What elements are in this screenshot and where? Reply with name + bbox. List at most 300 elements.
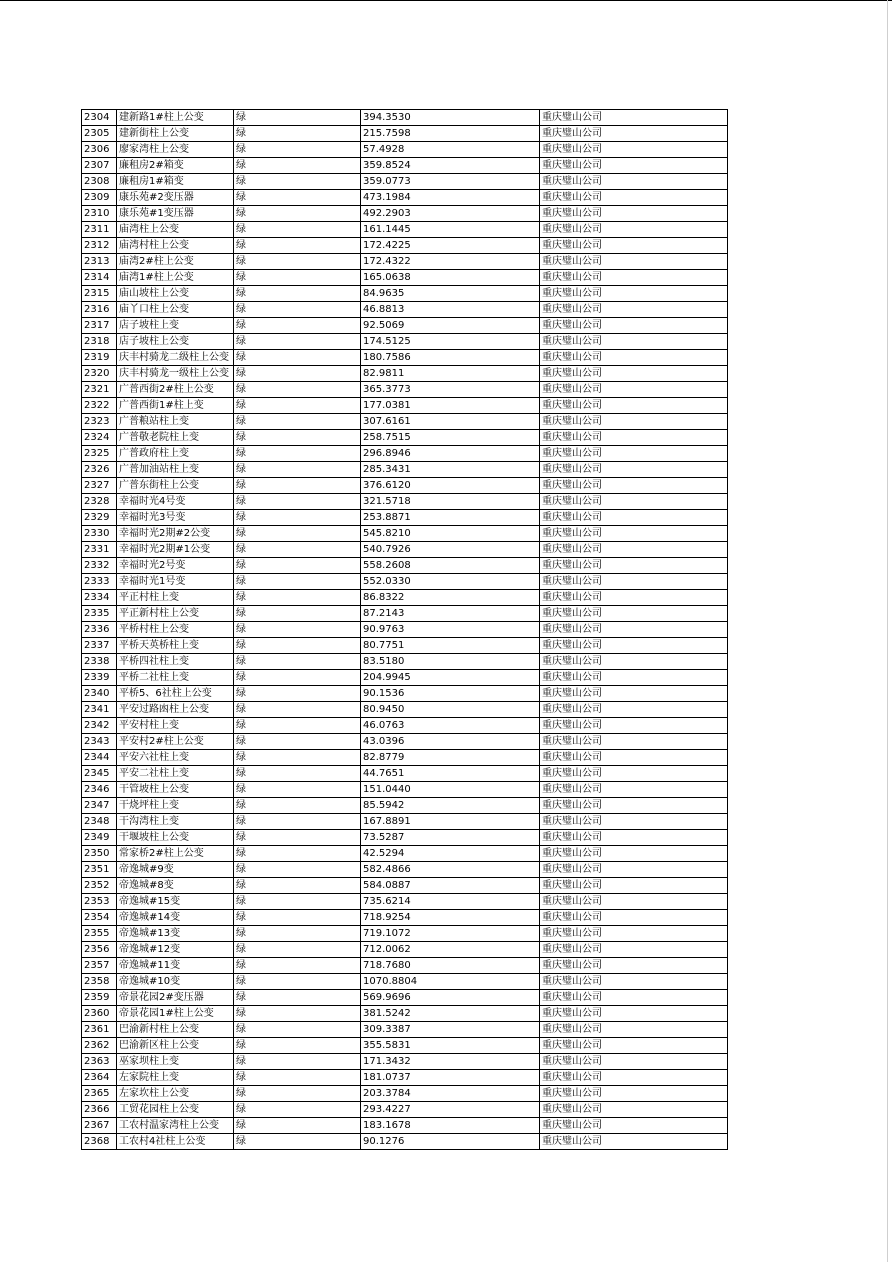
row-name-cell: 帝逸城#10变 xyxy=(117,974,234,990)
row-id-cell: 2363 xyxy=(82,1054,117,1070)
row-status-color-cell: 绿 xyxy=(234,494,361,510)
row-status-color-cell: 绿 xyxy=(234,206,361,222)
row-status-color-cell: 绿 xyxy=(234,830,361,846)
table-row xyxy=(82,142,728,158)
table-row xyxy=(82,974,728,990)
row-company-cell: 重庆璧山公司 xyxy=(540,206,728,222)
table-row xyxy=(82,814,728,830)
row-id-cell: 2341 xyxy=(82,702,117,718)
row-name-cell: 建新街柱上公变 xyxy=(117,126,234,142)
table-row xyxy=(82,862,728,878)
row-status-color-cell: 绿 xyxy=(234,1118,361,1134)
row-id-cell: 2334 xyxy=(82,590,117,606)
row-company-cell: 重庆璧山公司 xyxy=(540,558,728,574)
row-value-cell: 584.0887 xyxy=(361,878,540,894)
row-id-cell: 2344 xyxy=(82,750,117,766)
row-id-cell: 2328 xyxy=(82,494,117,510)
table-row xyxy=(82,606,728,622)
row-id-cell: 2351 xyxy=(82,862,117,878)
row-name-cell: 广普加油站柱上变 xyxy=(117,462,234,478)
row-status-color-cell: 绿 xyxy=(234,718,361,734)
table-row xyxy=(82,702,728,718)
row-id-cell: 2319 xyxy=(82,350,117,366)
table-row xyxy=(82,382,728,398)
table-row xyxy=(82,398,728,414)
table-row xyxy=(82,238,728,254)
row-name-cell: 巫家坝柱上变 xyxy=(117,1054,234,1070)
row-name-cell: 帝景花园1#柱上公变 xyxy=(117,1006,234,1022)
row-id-cell: 2314 xyxy=(82,270,117,286)
row-name-cell: 平桥天英桥柱上变 xyxy=(117,638,234,654)
row-name-cell: 幸福时光2期#1公变 xyxy=(117,542,234,558)
row-name-cell: 平桥二社柱上变 xyxy=(117,670,234,686)
row-value-cell: 80.9450 xyxy=(361,702,540,718)
row-status-color-cell: 绿 xyxy=(234,526,361,542)
row-status-color-cell: 绿 xyxy=(234,638,361,654)
row-company-cell: 重庆璧山公司 xyxy=(540,510,728,526)
row-id-cell: 2309 xyxy=(82,190,117,206)
row-company-cell: 重庆璧山公司 xyxy=(540,190,728,206)
row-status-color-cell: 绿 xyxy=(234,222,361,238)
row-value-cell: 718.9254 xyxy=(361,910,540,926)
row-id-cell: 2336 xyxy=(82,622,117,638)
row-status-color-cell: 绿 xyxy=(234,686,361,702)
row-status-color-cell: 绿 xyxy=(234,126,361,142)
row-id-cell: 2333 xyxy=(82,574,117,590)
row-value-cell: 582.4866 xyxy=(361,862,540,878)
row-company-cell: 重庆璧山公司 xyxy=(540,574,728,590)
table-row xyxy=(82,478,728,494)
row-company-cell: 重庆璧山公司 xyxy=(540,1054,728,1070)
row-id-cell: 2355 xyxy=(82,926,117,942)
row-value-cell: 85.5942 xyxy=(361,798,540,814)
table-row xyxy=(82,1134,728,1150)
row-value-cell: 167.8891 xyxy=(361,814,540,830)
row-name-cell: 店子坡柱上变 xyxy=(117,318,234,334)
row-name-cell: 帝逸城#13变 xyxy=(117,926,234,942)
row-status-color-cell: 绿 xyxy=(234,350,361,366)
row-name-cell: 广普西街1#柱上变 xyxy=(117,398,234,414)
table-row xyxy=(82,574,728,590)
row-status-color-cell: 绿 xyxy=(234,286,361,302)
row-company-cell: 重庆璧山公司 xyxy=(540,910,728,926)
row-status-color-cell: 绿 xyxy=(234,862,361,878)
row-name-cell: 平正新村柱上公变 xyxy=(117,606,234,622)
row-company-cell: 重庆璧山公司 xyxy=(540,174,728,190)
row-status-color-cell: 绿 xyxy=(234,734,361,750)
row-name-cell: 平正村柱上变 xyxy=(117,590,234,606)
row-status-color-cell: 绿 xyxy=(234,846,361,862)
row-status-color-cell: 绿 xyxy=(234,542,361,558)
row-id-cell: 2316 xyxy=(82,302,117,318)
table-row xyxy=(82,750,728,766)
table-row xyxy=(82,110,728,126)
row-value-cell: 258.7515 xyxy=(361,430,540,446)
row-company-cell: 重庆璧山公司 xyxy=(540,798,728,814)
table-row xyxy=(82,878,728,894)
row-value-cell: 473.1984 xyxy=(361,190,540,206)
table-row xyxy=(82,1054,728,1070)
row-status-color-cell: 绿 xyxy=(234,782,361,798)
row-id-cell: 2347 xyxy=(82,798,117,814)
row-name-cell: 平安二社柱上变 xyxy=(117,766,234,782)
row-status-color-cell: 绿 xyxy=(234,622,361,638)
row-value-cell: 90.1536 xyxy=(361,686,540,702)
row-status-color-cell: 绿 xyxy=(234,942,361,958)
row-company-cell: 重庆璧山公司 xyxy=(540,446,728,462)
row-status-color-cell: 绿 xyxy=(234,1086,361,1102)
table-row xyxy=(82,638,728,654)
table-row xyxy=(82,990,728,1006)
row-value-cell: 171.3432 xyxy=(361,1054,540,1070)
row-company-cell: 重庆璧山公司 xyxy=(540,670,728,686)
row-value-cell: 365.3773 xyxy=(361,382,540,398)
row-id-cell: 2323 xyxy=(82,414,117,430)
row-value-cell: 42.5294 xyxy=(361,846,540,862)
row-name-cell: 巴渝新村柱上公变 xyxy=(117,1022,234,1038)
row-company-cell: 重庆璧山公司 xyxy=(540,142,728,158)
table-row xyxy=(82,270,728,286)
table-row xyxy=(82,1038,728,1054)
table-row xyxy=(82,462,728,478)
table-row xyxy=(82,302,728,318)
row-company-cell: 重庆璧山公司 xyxy=(540,606,728,622)
row-id-cell: 2304 xyxy=(82,110,117,126)
row-name-cell: 康乐苑#1变压器 xyxy=(117,206,234,222)
row-status-color-cell: 绿 xyxy=(234,814,361,830)
row-status-color-cell: 绿 xyxy=(234,878,361,894)
row-id-cell: 2346 xyxy=(82,782,117,798)
row-id-cell: 2361 xyxy=(82,1022,117,1038)
row-id-cell: 2315 xyxy=(82,286,117,302)
row-company-cell: 重庆璧山公司 xyxy=(540,1022,728,1038)
row-value-cell: 82.8779 xyxy=(361,750,540,766)
row-name-cell: 干管坡柱上公变 xyxy=(117,782,234,798)
row-id-cell: 2358 xyxy=(82,974,117,990)
row-value-cell: 215.7598 xyxy=(361,126,540,142)
row-status-color-cell: 绿 xyxy=(234,974,361,990)
row-value-cell: 492.2903 xyxy=(361,206,540,222)
row-company-cell: 重庆璧山公司 xyxy=(540,1102,728,1118)
table-row xyxy=(82,510,728,526)
row-id-cell: 2331 xyxy=(82,542,117,558)
row-name-cell: 广普粮站柱上变 xyxy=(117,414,234,430)
table-row xyxy=(82,958,728,974)
row-status-color-cell: 绿 xyxy=(234,1054,361,1070)
row-name-cell: 平安村柱上变 xyxy=(117,718,234,734)
table-row xyxy=(82,1118,728,1134)
table-row xyxy=(82,1022,728,1038)
row-value-cell: 735.6214 xyxy=(361,894,540,910)
row-company-cell: 重庆璧山公司 xyxy=(540,398,728,414)
row-name-cell: 帝逸城#14变 xyxy=(117,910,234,926)
row-company-cell: 重庆璧山公司 xyxy=(540,782,728,798)
row-status-color-cell: 绿 xyxy=(234,318,361,334)
row-company-cell: 重庆璧山公司 xyxy=(540,814,728,830)
row-status-color-cell: 绿 xyxy=(234,590,361,606)
row-value-cell: 381.5242 xyxy=(361,1006,540,1022)
row-id-cell: 2310 xyxy=(82,206,117,222)
row-value-cell: 84.9635 xyxy=(361,286,540,302)
row-status-color-cell: 绿 xyxy=(234,990,361,1006)
table-row xyxy=(82,158,728,174)
row-id-cell: 2330 xyxy=(82,526,117,542)
row-name-cell: 平安六社柱上变 xyxy=(117,750,234,766)
row-name-cell: 幸福时光2期#2公变 xyxy=(117,526,234,542)
row-name-cell: 广普敬老院柱上变 xyxy=(117,430,234,446)
row-company-cell: 重庆璧山公司 xyxy=(540,622,728,638)
row-value-cell: 80.7751 xyxy=(361,638,540,654)
row-company-cell: 重庆璧山公司 xyxy=(540,846,728,862)
row-company-cell: 重庆璧山公司 xyxy=(540,462,728,478)
row-company-cell: 重庆璧山公司 xyxy=(540,1086,728,1102)
row-name-cell: 廖家湾柱上公变 xyxy=(117,142,234,158)
row-status-color-cell: 绿 xyxy=(234,142,361,158)
row-status-color-cell: 绿 xyxy=(234,110,361,126)
table-row xyxy=(82,286,728,302)
row-id-cell: 2365 xyxy=(82,1086,117,1102)
row-id-cell: 2367 xyxy=(82,1118,117,1134)
row-company-cell: 重庆璧山公司 xyxy=(540,334,728,350)
row-value-cell: 82.9811 xyxy=(361,366,540,382)
table-row xyxy=(82,718,728,734)
page-top-border xyxy=(0,0,892,1)
row-company-cell: 重庆璧山公司 xyxy=(540,238,728,254)
row-company-cell: 重庆璧山公司 xyxy=(540,126,728,142)
row-name-cell: 广普政府柱上变 xyxy=(117,446,234,462)
row-value-cell: 355.5831 xyxy=(361,1038,540,1054)
row-name-cell: 庙湾柱上公变 xyxy=(117,222,234,238)
row-name-cell: 帝逸城#12变 xyxy=(117,942,234,958)
row-value-cell: 712.0062 xyxy=(361,942,540,958)
row-status-color-cell: 绿 xyxy=(234,334,361,350)
row-id-cell: 2354 xyxy=(82,910,117,926)
row-id-cell: 2324 xyxy=(82,430,117,446)
row-status-color-cell: 绿 xyxy=(234,478,361,494)
row-company-cell: 重庆璧山公司 xyxy=(540,1070,728,1086)
row-id-cell: 2350 xyxy=(82,846,117,862)
row-company-cell: 重庆璧山公司 xyxy=(540,654,728,670)
row-company-cell: 重庆璧山公司 xyxy=(540,270,728,286)
row-name-cell: 店子坡柱上公变 xyxy=(117,334,234,350)
row-value-cell: 92.5069 xyxy=(361,318,540,334)
table-row xyxy=(82,254,728,270)
row-company-cell: 重庆璧山公司 xyxy=(540,1118,728,1134)
row-value-cell: 183.1678 xyxy=(361,1118,540,1134)
table-row xyxy=(82,366,728,382)
row-id-cell: 2352 xyxy=(82,878,117,894)
row-id-cell: 2325 xyxy=(82,446,117,462)
row-name-cell: 庙湾村柱上公变 xyxy=(117,238,234,254)
row-status-color-cell: 绿 xyxy=(234,558,361,574)
row-status-color-cell: 绿 xyxy=(234,174,361,190)
row-status-color-cell: 绿 xyxy=(234,926,361,942)
row-name-cell: 干烧坪柱上变 xyxy=(117,798,234,814)
row-id-cell: 2321 xyxy=(82,382,117,398)
row-status-color-cell: 绿 xyxy=(234,190,361,206)
row-id-cell: 2338 xyxy=(82,654,117,670)
row-name-cell: 幸福时光1号变 xyxy=(117,574,234,590)
row-id-cell: 2356 xyxy=(82,942,117,958)
row-id-cell: 2357 xyxy=(82,958,117,974)
row-name-cell: 左家坎柱上公变 xyxy=(117,1086,234,1102)
row-value-cell: 293.4227 xyxy=(361,1102,540,1118)
table-row xyxy=(82,174,728,190)
table-row xyxy=(82,734,728,750)
row-id-cell: 2320 xyxy=(82,366,117,382)
row-id-cell: 2307 xyxy=(82,158,117,174)
row-company-cell: 重庆璧山公司 xyxy=(540,702,728,718)
table-row xyxy=(82,334,728,350)
row-id-cell: 2342 xyxy=(82,718,117,734)
row-value-cell: 90.9763 xyxy=(361,622,540,638)
table-row xyxy=(82,126,728,142)
row-value-cell: 545.8210 xyxy=(361,526,540,542)
row-value-cell: 558.2608 xyxy=(361,558,540,574)
row-id-cell: 2353 xyxy=(82,894,117,910)
table-row xyxy=(82,1006,728,1022)
row-id-cell: 2305 xyxy=(82,126,117,142)
row-id-cell: 2359 xyxy=(82,990,117,1006)
row-value-cell: 204.9945 xyxy=(361,670,540,686)
row-status-color-cell: 绿 xyxy=(234,1038,361,1054)
row-value-cell: 569.9696 xyxy=(361,990,540,1006)
row-id-cell: 2332 xyxy=(82,558,117,574)
row-name-cell: 康乐苑#2变压器 xyxy=(117,190,234,206)
row-id-cell: 2329 xyxy=(82,510,117,526)
row-id-cell: 2368 xyxy=(82,1134,117,1150)
row-status-color-cell: 绿 xyxy=(234,574,361,590)
row-name-cell: 庙湾1#柱上公变 xyxy=(117,270,234,286)
row-value-cell: 718.7680 xyxy=(361,958,540,974)
row-company-cell: 重庆璧山公司 xyxy=(540,862,728,878)
table-row xyxy=(82,926,728,942)
row-value-cell: 394.3530 xyxy=(361,110,540,126)
row-status-color-cell: 绿 xyxy=(234,750,361,766)
row-company-cell: 重庆璧山公司 xyxy=(540,942,728,958)
row-value-cell: 172.4225 xyxy=(361,238,540,254)
row-value-cell: 87.2143 xyxy=(361,606,540,622)
row-company-cell: 重庆璧山公司 xyxy=(540,750,728,766)
row-status-color-cell: 绿 xyxy=(234,398,361,414)
row-status-color-cell: 绿 xyxy=(234,910,361,926)
row-status-color-cell: 绿 xyxy=(234,654,361,670)
row-value-cell: 57.4928 xyxy=(361,142,540,158)
row-company-cell: 重庆璧山公司 xyxy=(540,830,728,846)
row-value-cell: 177.0381 xyxy=(361,398,540,414)
row-status-color-cell: 绿 xyxy=(234,766,361,782)
row-status-color-cell: 绿 xyxy=(234,798,361,814)
row-value-cell: 540.7926 xyxy=(361,542,540,558)
row-id-cell: 2312 xyxy=(82,238,117,254)
row-company-cell: 重庆璧山公司 xyxy=(540,302,728,318)
table-row xyxy=(82,414,728,430)
row-company-cell: 重庆璧山公司 xyxy=(540,894,728,910)
table-row xyxy=(82,542,728,558)
row-name-cell: 广普西街2#柱上公变 xyxy=(117,382,234,398)
row-name-cell: 帝逸城#9变 xyxy=(117,862,234,878)
table-row xyxy=(82,1102,728,1118)
data-table xyxy=(81,109,728,1150)
row-company-cell: 重庆璧山公司 xyxy=(540,1006,728,1022)
table-row xyxy=(82,350,728,366)
row-id-cell: 2364 xyxy=(82,1070,117,1086)
row-value-cell: 552.0330 xyxy=(361,574,540,590)
row-name-cell: 庙山坡柱上公变 xyxy=(117,286,234,302)
row-company-cell: 重庆璧山公司 xyxy=(540,1038,728,1054)
row-status-color-cell: 绿 xyxy=(234,158,361,174)
row-id-cell: 2326 xyxy=(82,462,117,478)
row-company-cell: 重庆璧山公司 xyxy=(540,350,728,366)
row-name-cell: 庙丫口柱上公变 xyxy=(117,302,234,318)
row-status-color-cell: 绿 xyxy=(234,958,361,974)
row-status-color-cell: 绿 xyxy=(234,1022,361,1038)
row-value-cell: 161.1445 xyxy=(361,222,540,238)
row-company-cell: 重庆璧山公司 xyxy=(540,382,728,398)
row-company-cell: 重庆璧山公司 xyxy=(540,590,728,606)
row-value-cell: 151.0440 xyxy=(361,782,540,798)
row-value-cell: 1070.8804 xyxy=(361,974,540,990)
row-company-cell: 重庆璧山公司 xyxy=(540,958,728,974)
table-row xyxy=(82,766,728,782)
table-body xyxy=(82,110,728,1150)
row-company-cell: 重庆璧山公司 xyxy=(540,318,728,334)
row-status-color-cell: 绿 xyxy=(234,382,361,398)
table-row xyxy=(82,798,728,814)
table-row xyxy=(82,446,728,462)
table-row xyxy=(82,846,728,862)
row-id-cell: 2308 xyxy=(82,174,117,190)
row-company-cell: 重庆璧山公司 xyxy=(540,686,728,702)
row-company-cell: 重庆璧山公司 xyxy=(540,990,728,1006)
row-id-cell: 2360 xyxy=(82,1006,117,1022)
row-status-color-cell: 绿 xyxy=(234,702,361,718)
row-value-cell: 73.5287 xyxy=(361,830,540,846)
row-company-cell: 重庆璧山公司 xyxy=(540,926,728,942)
row-id-cell: 2322 xyxy=(82,398,117,414)
table-row xyxy=(82,590,728,606)
row-id-cell: 2366 xyxy=(82,1102,117,1118)
row-name-cell: 工农村4社柱上公变 xyxy=(117,1134,234,1150)
row-value-cell: 90.1276 xyxy=(361,1134,540,1150)
row-name-cell: 帝景花园2#变压器 xyxy=(117,990,234,1006)
row-name-cell: 平桥村柱上公变 xyxy=(117,622,234,638)
row-company-cell: 重庆璧山公司 xyxy=(540,542,728,558)
row-name-cell: 常家桥2#柱上公变 xyxy=(117,846,234,862)
row-id-cell: 2349 xyxy=(82,830,117,846)
row-company-cell: 重庆璧山公司 xyxy=(540,878,728,894)
row-value-cell: 172.4322 xyxy=(361,254,540,270)
row-value-cell: 83.5180 xyxy=(361,654,540,670)
row-name-cell: 帝逸城#11变 xyxy=(117,958,234,974)
row-value-cell: 174.5125 xyxy=(361,334,540,350)
row-name-cell: 干沟湾柱上变 xyxy=(117,814,234,830)
row-name-cell: 庙湾2#柱上公变 xyxy=(117,254,234,270)
row-status-color-cell: 绿 xyxy=(234,270,361,286)
table-row xyxy=(82,222,728,238)
row-id-cell: 2339 xyxy=(82,670,117,686)
row-status-color-cell: 绿 xyxy=(234,1070,361,1086)
table-row xyxy=(82,830,728,846)
row-company-cell: 重庆璧山公司 xyxy=(540,526,728,542)
row-value-cell: 359.0773 xyxy=(361,174,540,190)
row-value-cell: 719.1072 xyxy=(361,926,540,942)
row-value-cell: 203.3784 xyxy=(361,1086,540,1102)
row-status-color-cell: 绿 xyxy=(234,430,361,446)
table-row xyxy=(82,190,728,206)
row-id-cell: 2317 xyxy=(82,318,117,334)
row-value-cell: 309.3387 xyxy=(361,1022,540,1038)
